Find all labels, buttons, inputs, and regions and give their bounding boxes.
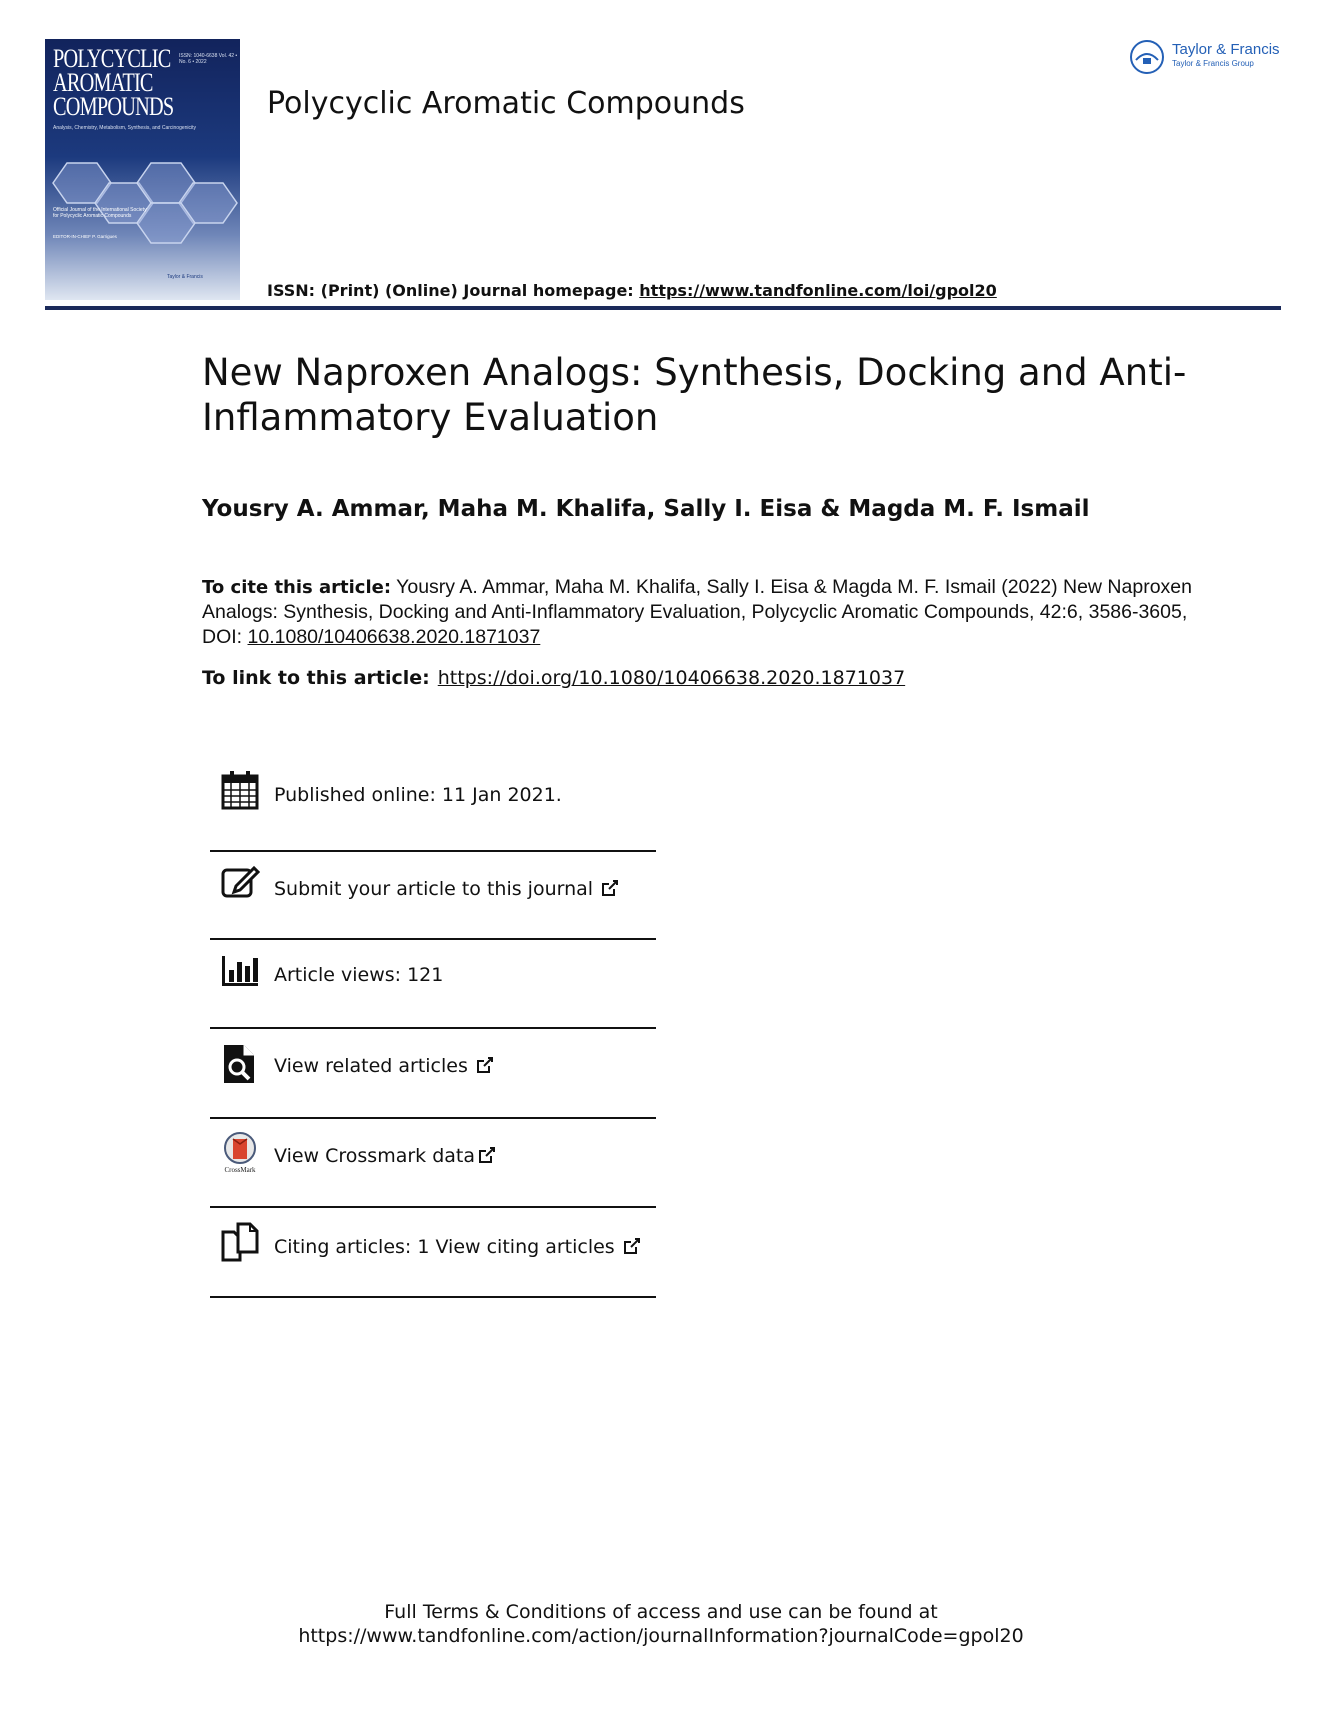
- footer-terms-text: Full Terms & Conditions of access and use can be found at: [384, 1601, 938, 1623]
- cover-publisher: Taylor & Francis: [167, 274, 203, 280]
- tf-logo-group: Taylor & Francis Group: [1172, 59, 1254, 68]
- footer-terms-link[interactable]: https://www.tandfonline.com/action/journalInformation?journalCode=gpol20: [298, 1625, 1024, 1647]
- article-title: New Naproxen Analogs: Synthesis, Docking and Anti-Inflammatory Evaluation: [202, 351, 1187, 439]
- external-link-icon: [478, 1146, 496, 1164]
- related-articles-link[interactable]: [274, 1055, 494, 1077]
- cover-editor: EDITOR-IN-CHIEF P. Garrigues: [53, 234, 117, 239]
- document-search-icon: [220, 1043, 260, 1085]
- submit-article-link[interactable]: [274, 878, 619, 900]
- journal-name: Polycyclic Aromatic Compounds: [267, 86, 745, 121]
- citing-documents-icon: [220, 1222, 260, 1264]
- published-date: Published online: 11 Jan 2021.: [274, 784, 562, 806]
- published-item: [210, 760, 656, 848]
- taylor-francis-logo[interactable]: [1128, 38, 1283, 78]
- tf-logo-icon: [1128, 38, 1166, 76]
- cite-text: Yousry A. Ammar, Maha M. Khalifa, Sally I. Eisa & Magda M. F. Ismail (2022) New Naproxen Analogs: Synthesis, Docking and Anti-Inflammatory Evaluation, Polycyclic Aromatic Compounds, 42:6, 3586-3605, DOI:: [202, 576, 1192, 648]
- citing-articles-label: Citing articles: 1 View citing articles: [274, 1236, 615, 1258]
- cover-title-line: AROMATIC: [53, 68, 153, 97]
- divider: [210, 1296, 656, 1298]
- crossmark-label: View Crossmark data: [274, 1145, 476, 1167]
- journal-cover: [45, 39, 240, 300]
- cover-title: [53, 44, 174, 121]
- header-rule: [45, 306, 1281, 310]
- article-views-item: [210, 940, 656, 1028]
- cover-official-text: Official Journal of the International Society for Polycyclic Aromatic Compounds: [53, 207, 147, 219]
- cover-title-line: POLYCYCLIC: [53, 44, 171, 73]
- calendar-icon: [220, 770, 260, 812]
- external-link-icon: [601, 879, 619, 897]
- issn-line: [267, 281, 997, 300]
- citing-articles-item[interactable]: [210, 1208, 656, 1296]
- external-link-icon: [476, 1056, 494, 1074]
- cover-volume: ISSN: 1040-6638 Vol. 42 • No. 6 • 2022: [179, 53, 238, 65]
- crossmark-item[interactable]: [210, 1119, 656, 1207]
- article-views-count: Article views: 121: [274, 964, 444, 986]
- submit-article-item[interactable]: [210, 852, 656, 940]
- cover-subtitle: Analysis, Chemistry, Metabolism, Synthesis, and Carcinogenicity: [53, 125, 197, 131]
- external-link-icon: [623, 1237, 641, 1255]
- bar-chart-icon: [220, 950, 260, 992]
- crossmark-icon-text: CrossMark: [224, 1166, 256, 1173]
- journal-homepage-link[interactable]: https://www.tandfonline.com/loi/gpol20: [639, 281, 997, 300]
- issn-label: ISSN: (Print) (Online) Journal homepage:: [267, 281, 640, 300]
- crossmark-link[interactable]: [274, 1145, 496, 1167]
- article-link-line: [202, 667, 905, 689]
- cover-title-line: COMPOUNDS: [53, 92, 174, 121]
- citing-articles-link[interactable]: [274, 1236, 641, 1258]
- article-authors: Yousry A. Ammar, Maha M. Khalifa, Sally I. Eisa & Magda M. F. Ismail: [202, 496, 1090, 522]
- citation-block: [202, 575, 1212, 650]
- related-articles-label: View related articles: [274, 1055, 468, 1077]
- footer: [0, 1600, 1322, 1648]
- link-label: To link to this article:: [202, 667, 430, 689]
- article-doi-link[interactable]: https://doi.org/10.1080/10406638.2020.1871037: [437, 667, 906, 689]
- submit-article-label: Submit your article to this journal: [274, 878, 594, 900]
- cite-label: To cite this article:: [202, 577, 392, 598]
- crossmark-icon: [220, 1131, 260, 1173]
- related-articles-item[interactable]: [210, 1029, 656, 1117]
- cite-doi-link[interactable]: 10.1080/10406638.2020.1871037: [247, 626, 541, 648]
- edit-icon: [220, 862, 260, 904]
- tf-logo-name: Taylor & Francis: [1172, 41, 1280, 58]
